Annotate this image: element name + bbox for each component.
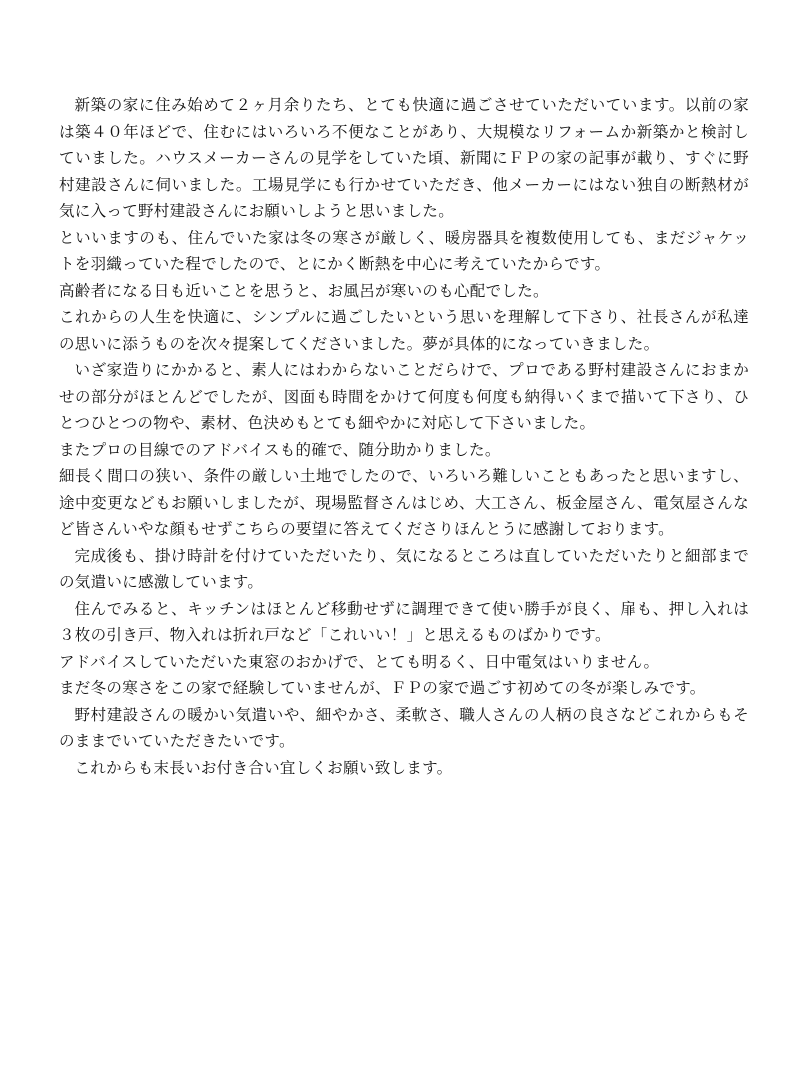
paragraph-4: これからの人生を快適に、シンプルに過ごしたいという思いを理解して下さり、社長さんが私達の思いに添うものを次々提案してくださいました。夢が具体的になっていきました。	[59, 308, 749, 353]
paragraph-13: これからも末長いお付き合い宜しくお願い致します。	[74, 758, 453, 777]
paragraph-7: 細長く間口の狭い、条件の厳しい土地でしたので、いろいろ難しいこともあったと思いますし、途中変更などもお願いしましたが、現場監督さんはじめ、大工さん、板金屋さん、電気屋さんなど皆さんいやな顔もせずこちらの要望に答えてくださりほんとうに感謝しております。	[59, 467, 749, 538]
paragraph-2: といいますのも、住んでいた家は冬の寒さが厳しく、暖房器具を複数使用しても、まだジャケットを羽織っていた程でしたので、とにかく断熱を中心に考えていたからです。	[59, 228, 749, 273]
letter-body	[59, 92, 749, 781]
paragraph-6: またプロの目線でのアドバイスも的確で、随分助かりました。	[59, 440, 501, 459]
paragraph-11: まだ冬の寒さをこの家で経験していませんが、ＦＰの家で過ごす初めての冬が楽しみです。	[59, 679, 706, 697]
paragraph-1: 新築の家に住み始めて２ヶ月余りたち、とても快適に過ごさせていただいています。以前の家は築４０年ほどで、住むにはいろいろ不便なことがあり、大規模なリフォームか新築かと検討していました。ハウスメーカーさんの見学をしていた頃、新聞にＦＰの家の記事が載り、すぐに野村建設さんに伺いました。工場見学にも行かせていただき、他メーカーにはない独自の断熱材が気に入って野村建設さんにお願いしようと思いました。	[59, 96, 749, 220]
paragraph-9: 住んでみると、キッチンはほとんど移動せずに調理できて使い勝手が良く、扉も、押し入れは３枚の引き戸、物入れは折れ戸など「これいい！」と思えるものばかりです。	[59, 599, 749, 644]
paragraph-5: いざ家造りにかかると、素人にはわからないことだらけで、プロである野村建設さんにおまかせの部分がほとんどでしたが、図面も時間をかけて何度も何度も納得いくまで描いて下さり、ひとつひとつの物や、素材、色決めもとても細やかに対応して下さいました。	[59, 361, 749, 432]
paragraph-10: アドバイスしていただいた東窓のおかげで、とても明るく、日中電気はいりません。	[59, 652, 660, 671]
paragraph-8: 完成後も、掛け時計を付けていただいたり、気になるところは直していただいたりと細部までの気遣いに感激しています。	[59, 546, 749, 591]
paragraph-12: 野村建設さんの暖かい気遣いや、細やかさ、柔軟さ、職人さんの人柄の良さなどこれからもそのままでいていただきたいです。	[59, 705, 749, 750]
paragraph-3: 高齢者になる日も近いことを思うと、お風呂が寒いのも心配でした。	[59, 281, 549, 300]
